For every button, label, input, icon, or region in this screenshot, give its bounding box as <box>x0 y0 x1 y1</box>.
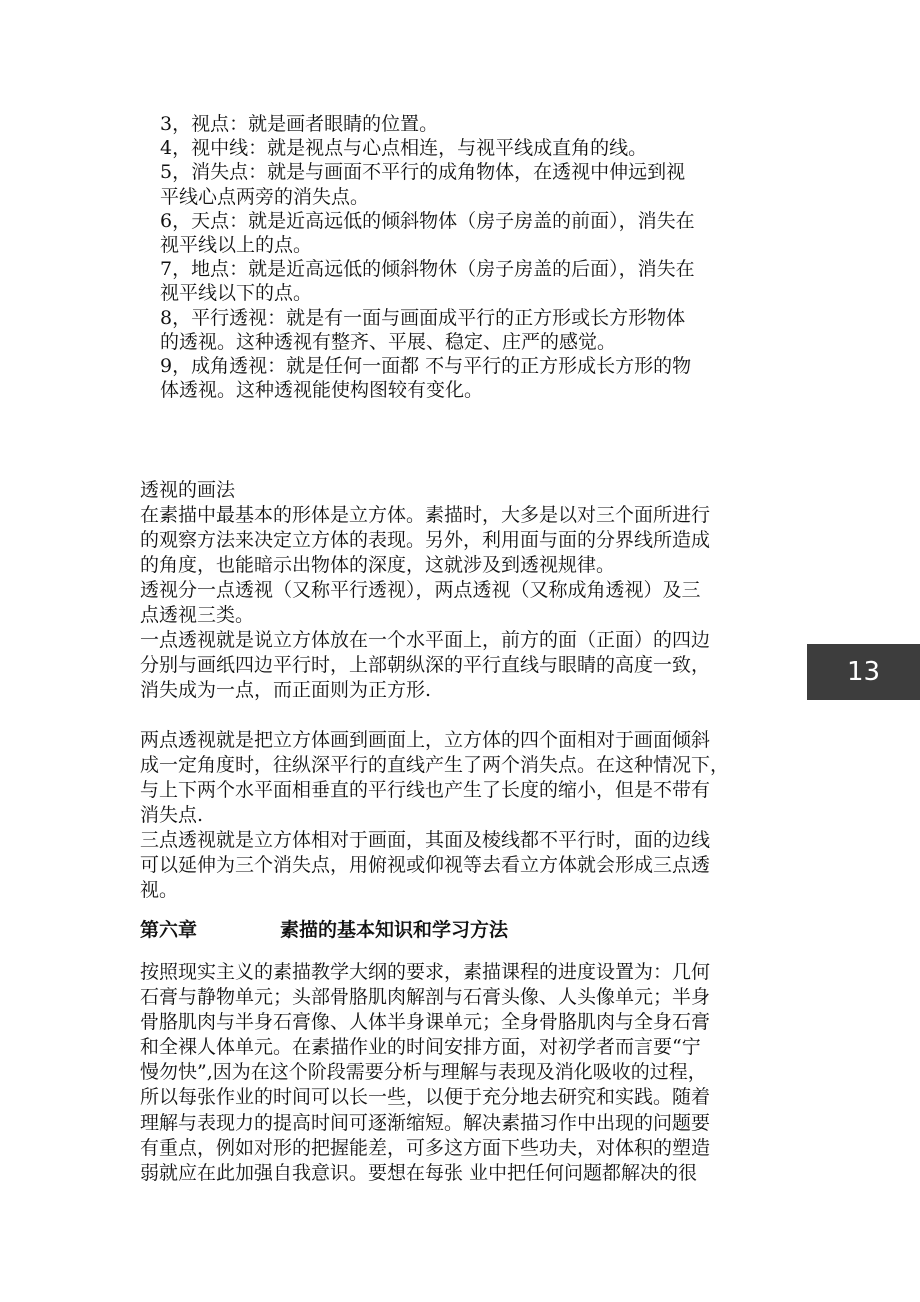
paragraph-line: 的观察方法来决定立方体的表现。另外，利用面与面的分界线所造成 <box>140 529 711 551</box>
page-number-tab <box>807 644 920 700</box>
page-number: 13 <box>846 657 881 687</box>
paragraph-line: 慢勿快”,因为在这个阶段需要分析与理解与表现及消化吸收的过程， <box>140 1061 707 1084</box>
paragraph-line: 理解与表现力的提高时间可逐渐缩短。解决素描习作中出现的问题要 <box>140 1111 711 1134</box>
paragraph-line: 点透视三类。 <box>140 604 255 626</box>
paragraph-line: 消失成为一点，而正面则为正方形. <box>140 679 432 701</box>
definition-line: 平线心点两旁的消失点。 <box>160 185 370 208</box>
paragraph-line: 成一定角度时，往纵深平行的直线产生了两个消失点。在这种情况下， <box>140 754 730 776</box>
paragraph-line: 按照现实主义的素描教学大纲的要求，素描课程的进度设置为：几何 <box>140 961 711 983</box>
definition-line: 3，视点：就是画者眼睛的位置。 <box>160 113 439 135</box>
definition-line: 7，地点：就是近高远低的倾斜物休（房子房盖的后面），消失在 <box>160 258 695 281</box>
paragraph-line: 弱就应在此加强自我意识。要想在每张 业中把任何问题都解决的很 <box>140 1161 698 1184</box>
paragraph-line: 分别与画纸四边平行时，上部朝纵深的平行直线与眼睛的高度一致， <box>140 654 711 676</box>
chapter-heading <box>140 915 770 945</box>
paragraph-line: 的角度，也能暗示出物体的深度，这就涉及到透视规律。 <box>140 554 616 576</box>
definition-line: 8，平行透视：就是有一面与画面成平行的正方形或长方形物体 <box>160 306 686 329</box>
definition-line: 的透视。这种透视有整齐、平展、稳定、庄严的感觉。 <box>160 330 617 353</box>
definitions-list <box>140 112 770 402</box>
paragraph-line: 和全裸人体单元。在素描作业的时间安排方面，对初学者而言要“宁 <box>140 1036 701 1059</box>
chapter-title: 素描的基本知识和学习方法 <box>280 919 509 941</box>
paragraph-line: 与上下两个水平面相垂直的平行线也产生了长度的缩小，但是不带有 <box>140 779 711 801</box>
paragraph-line: 三点透视就是立方体相对于画面，其面及棱线都不平行时，面的边线 <box>140 829 711 851</box>
paragraph-line: 石膏与静物单元；头部骨胳肌肉解剖与石膏头像、人头像单元；半身 <box>140 986 711 1009</box>
paragraph-gap <box>140 703 770 728</box>
paragraph-line: 在素描中最基本的形体是立方体。素描时，大多是以对三个面所进行 <box>140 504 711 526</box>
definition-line: 5，消失点：就是与画面不平行的成角物体，在透视中伸远到视 <box>160 161 686 184</box>
paragraph-line: 可以延伸为三个消失点，用俯视或仰视等去看立方体就会形成三点透 <box>140 854 711 876</box>
definition-line: 体透视。这种透视能使构图较有变化。 <box>160 379 484 402</box>
definition-line: 视平线以上的点。 <box>160 234 313 257</box>
paragraph-line: 一点透视就是说立方体放在一个水平面上，前方的面（正面）的四边 <box>140 629 711 651</box>
chapter-number: 第六章 <box>140 919 198 941</box>
paragraph-line: 透视分一点透视（又称平行透视），两点透视（又称成角透视）及三 <box>140 579 701 601</box>
chapter-body <box>140 960 770 1186</box>
definition-line: 6，天点：就是近高远低的倾斜物体（房子房盖的前面），消失在 <box>160 209 695 232</box>
paragraph-line: 消失点. <box>140 804 204 826</box>
paragraph-line: 视。 <box>140 879 179 901</box>
definition-line: 视平线以下的点。 <box>160 282 313 305</box>
section-heading: 透视的画法 <box>140 479 236 501</box>
definition-line: 9，成角透视：就是任何一面都 不与平行的正方形成长方形的物 <box>160 355 692 378</box>
paragraph-line: 有重点，例如对形的把握能差，可多这方面下些功夫，对体积的塑造 <box>140 1136 711 1159</box>
definition-line: 4，视中线：就是视点与心点相连，与视平线成直角的线。 <box>160 137 648 160</box>
paragraph-line: 两点透视就是把立方体画到画面上，立方体的四个面相对于画面倾斜 <box>140 729 711 751</box>
paragraph-line: 骨胳肌肉与半身石膏像、人体半身课单元；全身骨胳肌肉与全身石膏 <box>140 1011 711 1034</box>
paragraph-line: 所以每张作业的时间可以长一些，以便于充分地去研究和实践。随着 <box>140 1086 711 1109</box>
perspective-method-section <box>140 478 770 903</box>
